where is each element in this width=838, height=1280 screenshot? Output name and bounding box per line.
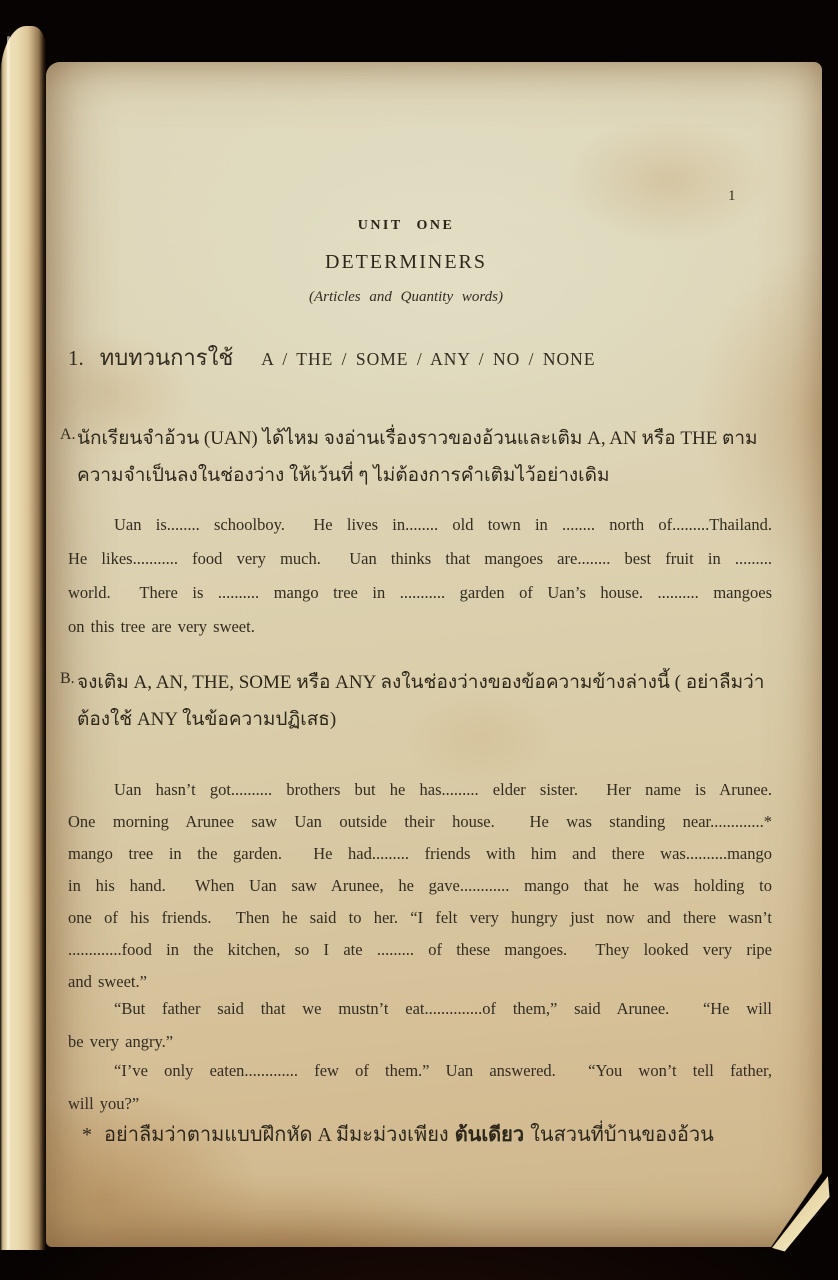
section-b-label: B. bbox=[60, 670, 75, 687]
section-1-heading bbox=[68, 340, 788, 375]
thai-instruction-line: นักเรียนจำอ้วน (UAN) ได้ไหม จงอ่านเรื่องราวของอ้วนและเติม A, AN หรือ THE ตาม bbox=[77, 428, 758, 449]
previous-page-edges bbox=[0, 26, 46, 1250]
chapter-title: DETERMINERS bbox=[325, 251, 487, 273]
dialogue-paragraph-2 bbox=[68, 1054, 772, 1120]
unit-header bbox=[76, 218, 736, 306]
dialogue-paragraph-1 bbox=[68, 992, 772, 1058]
book-page bbox=[46, 62, 822, 1247]
exercise-b-paragraph bbox=[68, 774, 772, 998]
footnote-text: ในสวนที่บ้านของอ้วน bbox=[530, 1124, 714, 1146]
text-line: mango tree in the garden. He had......... friends with him and there was..........mango bbox=[68, 844, 772, 863]
text-line: on this tree are very sweet. bbox=[68, 617, 255, 636]
text-line: and sweet.” bbox=[68, 972, 147, 991]
section-1-thai-label: ทบทวนการใช้ bbox=[99, 345, 234, 370]
text-line: .............food in the kitchen, so I ate ......... of these mangoes. They looked very ripe bbox=[68, 940, 772, 959]
text-line: “I’ve only eaten............. few of them.” Uan answered. “You won’t tell father, bbox=[114, 1061, 772, 1080]
text-line: in his hand. When Uan saw Arunee, he gave............ mango that he was holding to bbox=[68, 876, 772, 895]
page-number: 1 bbox=[728, 188, 736, 204]
text-line: One morning Arunee saw Uan outside their house. He was standing near.............* bbox=[68, 812, 772, 831]
section-number: 1. bbox=[68, 346, 84, 370]
section-1-word-list: A / THE / SOME / ANY / NO / NONE bbox=[261, 349, 596, 369]
thai-instruction-line: จงเติม A, AN, THE, SOME หรือ ANY ลงในช่องว่างของข้อความข้างล่างนี้ ( อย่าลืมว่า bbox=[77, 672, 765, 693]
exercise-a-paragraph bbox=[68, 508, 772, 644]
thai-instruction-line: ต้องใช้ ANY ในข้อความปฏิเสธ) bbox=[77, 709, 337, 730]
thai-instruction-line: ความจำเป็นลงในช่องว่าง ให้เว้นที่ ๆ ไม่ต้องการคำเติมไว้อย่างเดิม bbox=[77, 465, 610, 486]
section-a-label: A. bbox=[60, 426, 76, 443]
unit-heading: UNIT ONE bbox=[357, 218, 455, 233]
footnote bbox=[82, 1118, 782, 1150]
footnote-marker: * bbox=[82, 1124, 92, 1146]
footnote-emphasis: ต้นเดียว bbox=[454, 1124, 525, 1146]
text-line: Uan hasn’t got.......... brothers but he has......... elder sister. Her name is Arunee. bbox=[114, 780, 772, 799]
text-line: will you?” bbox=[68, 1094, 140, 1113]
text-line: world. There is .......... mango tree in ........... garden of Uan’s house. .......... mangoes bbox=[68, 583, 772, 602]
text-line: be very angry.” bbox=[68, 1032, 174, 1051]
chapter-subtitle: (Articles and Quantity words) bbox=[308, 289, 503, 305]
text-line: “But father said that we mustn’t eat..............of them,” said Arunee. “He will bbox=[114, 999, 772, 1018]
footnote-text: อย่าลืมว่าตามแบบฝึกหัด A มีมะม่วงเพียง bbox=[104, 1124, 449, 1146]
section-a-instructions bbox=[60, 420, 772, 494]
section-b-instructions bbox=[60, 664, 772, 738]
text-line: He likes........... food very much. Uan thinks that mangoes are........ best fruit in ......... bbox=[68, 549, 772, 568]
text-line: Uan is........ schoolboy. He lives in........ old town in ........ north of.........Thailand. bbox=[114, 515, 772, 534]
text-line: one of his friends. Then he said to her. “I felt very hungry just now and there wasn’t bbox=[68, 908, 772, 927]
